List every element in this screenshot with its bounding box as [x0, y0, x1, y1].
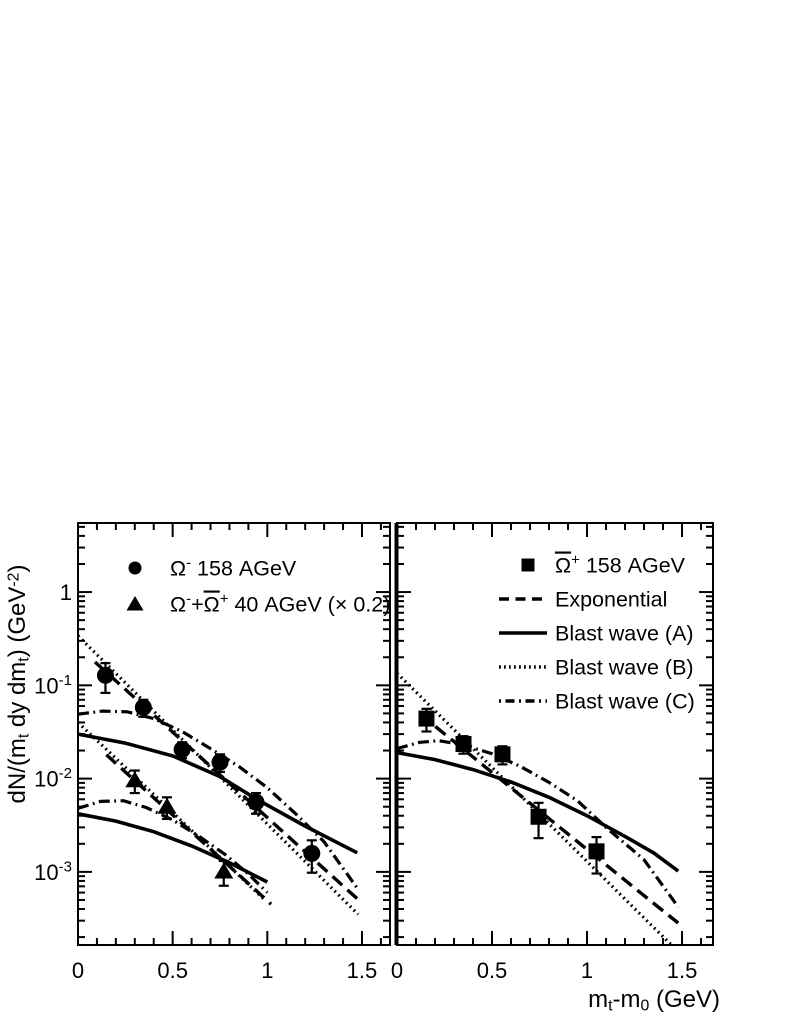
axis-title-segment: -2 — [5, 572, 23, 587]
legend-label: Ω+ 158 AGeV — [555, 551, 686, 578]
legend-right — [499, 551, 695, 713]
marker-square — [589, 843, 605, 859]
marker-square — [494, 746, 510, 762]
axis-title-segment: -m — [612, 986, 641, 1013]
marker-circle — [174, 741, 191, 758]
x-tick-label: 1 — [580, 958, 594, 983]
legend-label: Blast wave (B) — [555, 655, 694, 680]
x-tick-label: 1 — [261, 958, 274, 983]
marker-circle — [247, 794, 264, 811]
curve-dotted — [397, 673, 671, 944]
axis-title-segment: t — [15, 657, 33, 662]
marker-circle — [211, 754, 228, 771]
marker-triangle — [127, 596, 144, 611]
marker-square — [522, 559, 535, 572]
x-tick-label: 1.5 — [666, 958, 698, 983]
y-tick-label: $10^{-3}$ — [34, 858, 72, 885]
marker-square — [418, 711, 434, 727]
curve-solid — [78, 814, 267, 882]
legend-label: Ω- 158 AGeV — [170, 554, 297, 581]
axis-title-segment: dy dm — [4, 661, 31, 734]
axis-title-segment: 0 — [640, 997, 650, 1015]
marker-square — [531, 809, 547, 825]
x-axis-title — [518, 986, 720, 1015]
y-tick-label: $10^{-2}$ — [34, 765, 72, 792]
y-axis-title — [4, 515, 33, 853]
legend-left — [127, 554, 391, 616]
axis-title-segment: (GeV) — [649, 986, 720, 1013]
axis-title-segment: dN/(m — [4, 738, 31, 804]
axis-title-segment: ) (GeV — [4, 586, 31, 658]
x-tick-label: 0.5 — [157, 958, 188, 983]
x-tick-label: 0 — [390, 958, 404, 983]
x-tick-label: 0 — [71, 958, 85, 983]
x-tick-label: 0.5 — [476, 958, 508, 983]
legend-label: Ω-+Ω+ 40 AGeV (× 0.2) — [170, 590, 391, 617]
curve-dashdot — [78, 711, 357, 888]
marker-circle — [303, 845, 320, 862]
marker-circle — [135, 699, 152, 716]
frame-left — [78, 523, 390, 945]
legend-label: Exponential — [555, 587, 668, 612]
legend-label: Blast wave (A) — [555, 621, 694, 646]
x-tick-label: 1.5 — [346, 958, 378, 983]
axis-title-segment: ) — [4, 564, 31, 573]
marker-square — [456, 736, 472, 752]
marker-circle — [97, 667, 114, 684]
ticks-left — [78, 523, 390, 945]
y-tick-label: 1 — [59, 580, 72, 606]
marker-circle — [129, 562, 142, 575]
marker-triangle — [157, 798, 176, 814]
y-tick-label: $10^{-1}$ — [34, 671, 72, 699]
axis-title-segment: t — [15, 733, 33, 739]
axis-title-segment: t — [608, 997, 613, 1015]
axis-title-segment: m — [588, 986, 609, 1013]
legend-label: Blast wave (C) — [555, 689, 695, 714]
